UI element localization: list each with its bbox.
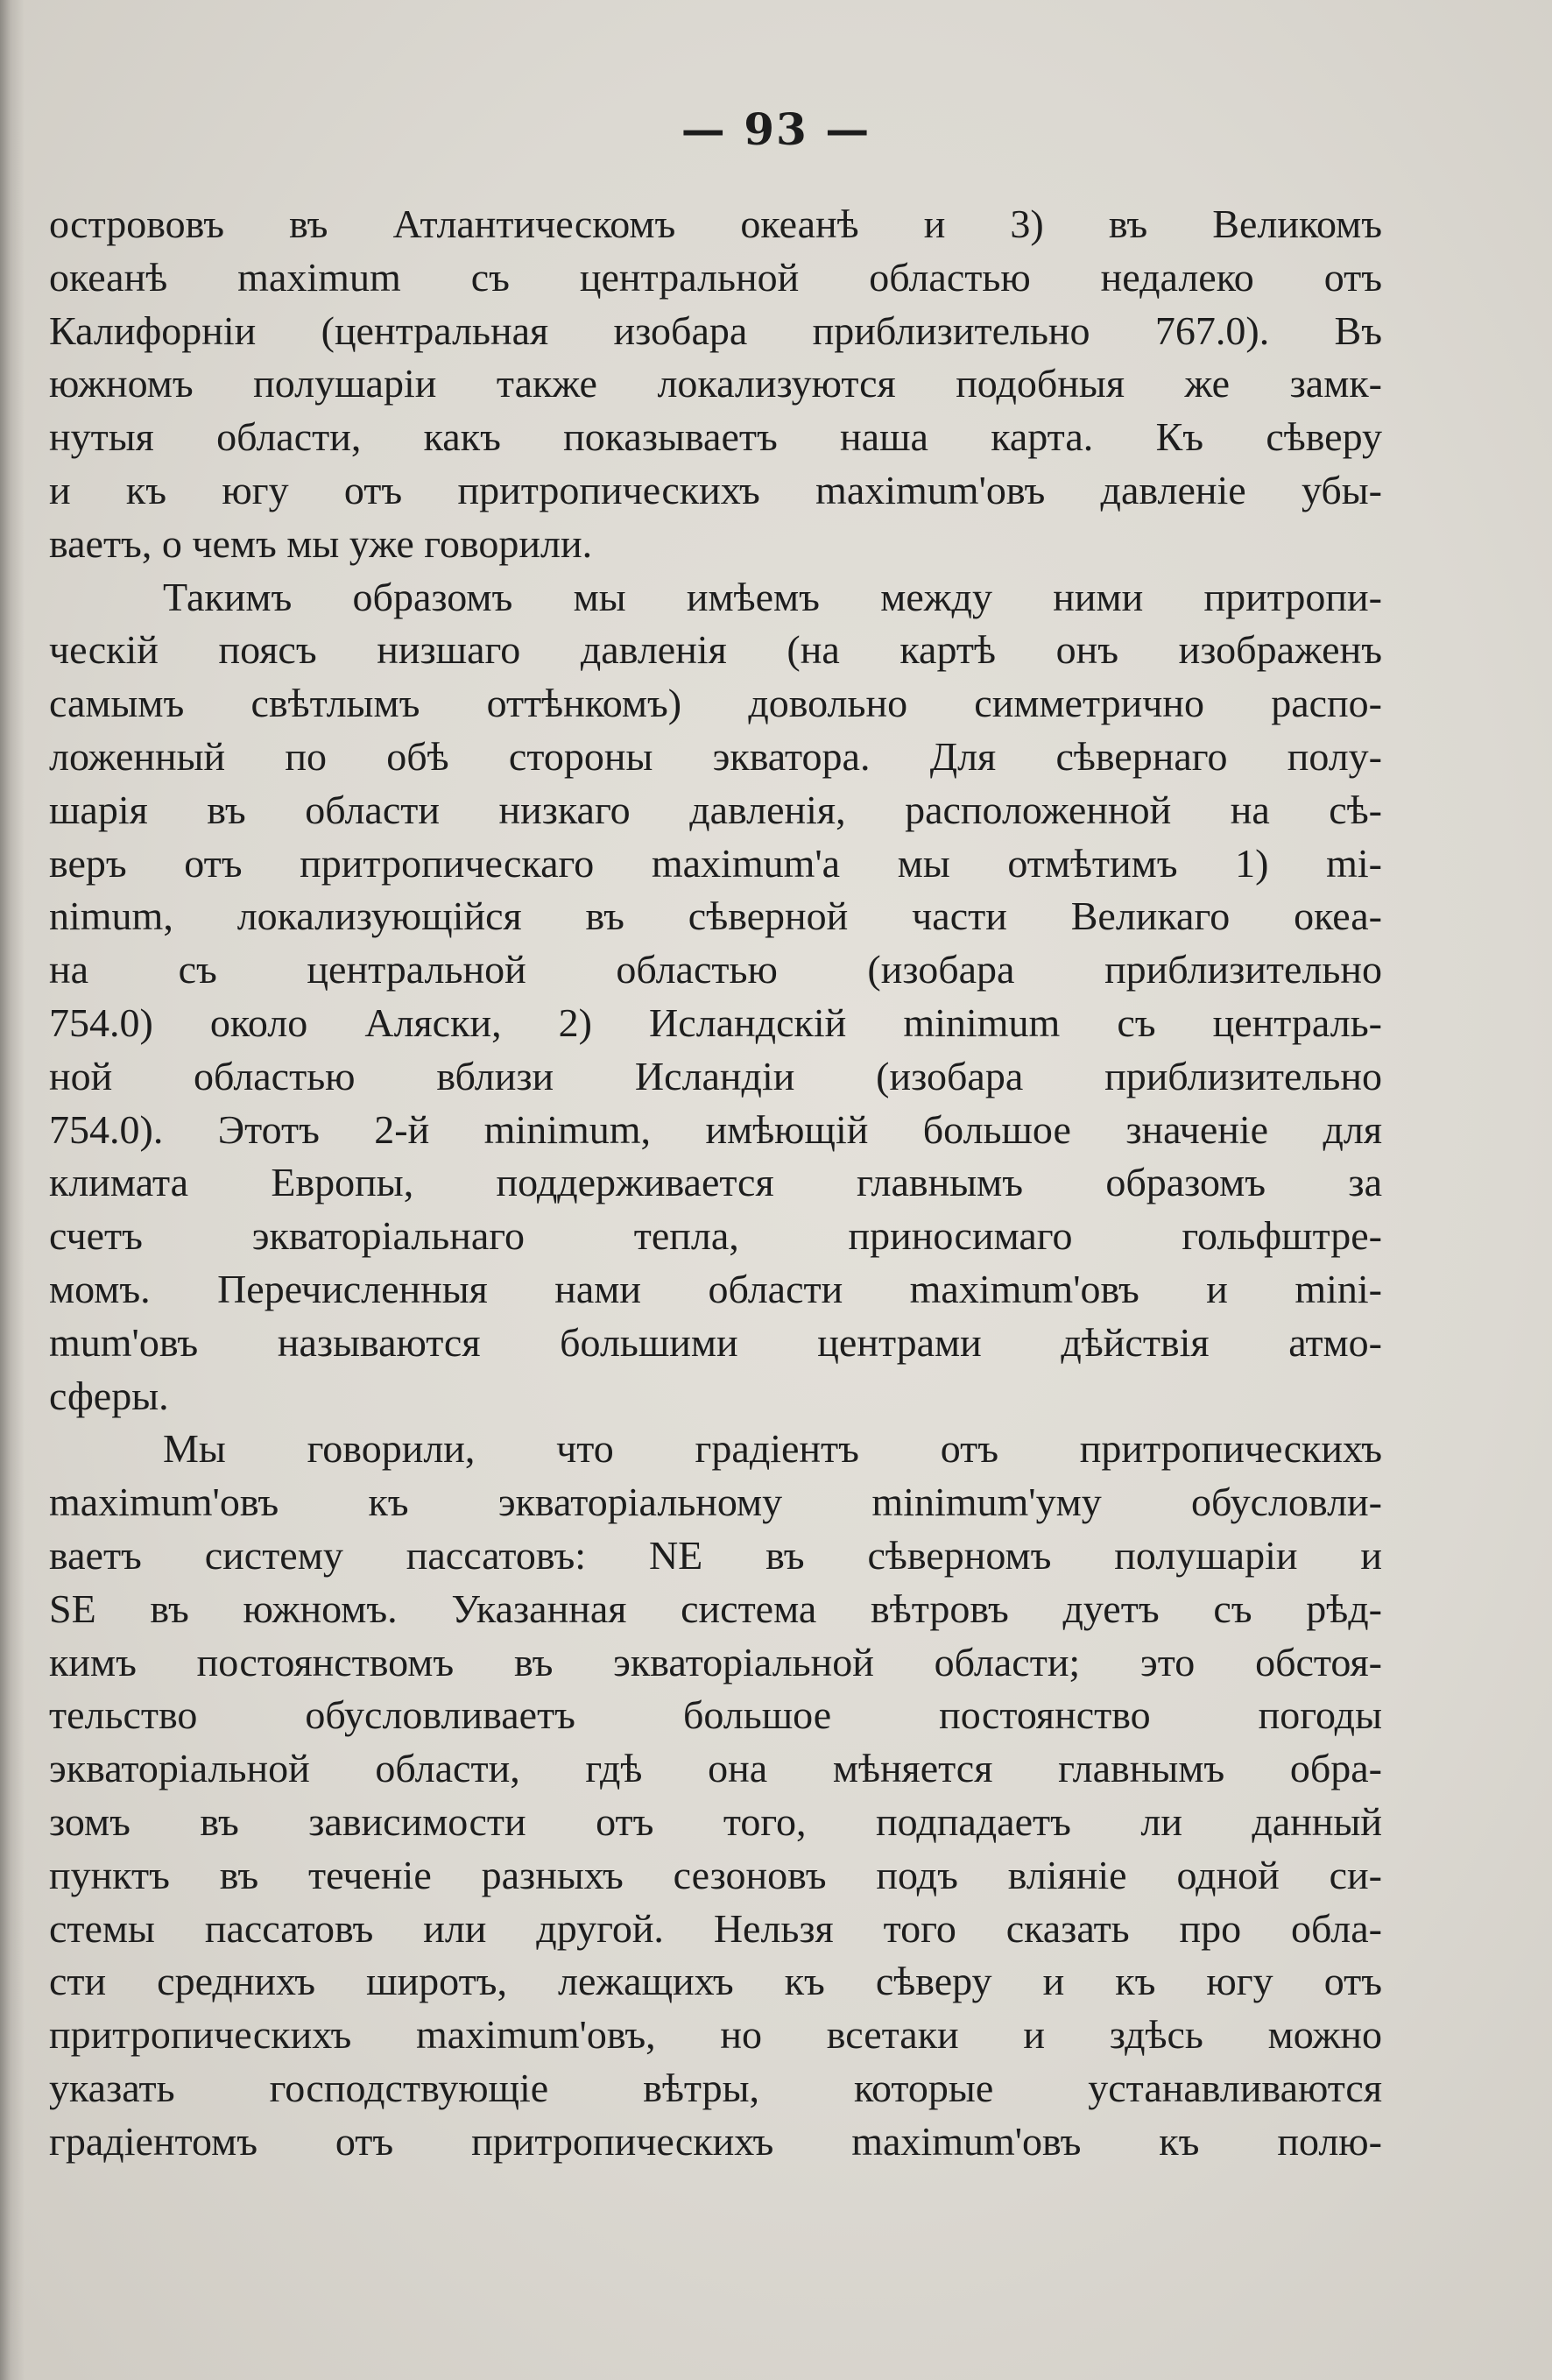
text-line: Такимъ образомъ мы имѣемъ между ними притропи-: [163, 574, 1382, 619]
text-line: ческій поясъ низшаго давленія (на картѣ онъ изображенъ: [49, 627, 1382, 673]
text-line: указать господствующіе вѣтры, которые устанавливаются: [49, 2065, 1382, 2110]
text-line: тельство обусловливаетъ большое постоянство погоды: [49, 1692, 1382, 1738]
text-line: счетъ экваторіальнаго тепла, приносимаго гольфштре-: [49, 1213, 1382, 1259]
text-line: Мы говорили, что градіентъ отъ притропическихъ: [163, 1426, 1382, 1472]
text-line: Калифорніи (центральная изобара приблизительно 767.0). Въ: [49, 307, 1382, 353]
text-line: 754.0). Этотъ 2-й minimum, имѣющій большое значеніе для: [49, 1106, 1382, 1152]
text-line: градіентомъ отъ притропическихъ maximum'овъ къ полю-: [49, 2118, 1382, 2164]
text-line: самымъ свѣтлымъ оттѣнкомъ) довольно симметрично распо-: [49, 681, 1382, 726]
text-line: зомъ въ зависимости отъ того, подпадаетъ ли данный: [49, 1798, 1382, 1844]
text-line: стемы пассатовъ или другой. Нельзя того сказать про обла-: [49, 1905, 1382, 1951]
body-text: [49, 198, 1382, 2168]
text-line: момъ. Перечисленныя нами области maximum'овъ и mini-: [49, 1266, 1382, 1311]
page-edge-shadow: [0, 0, 25, 2380]
text-line: веръ отъ притропическаго maximum'a мы отмѣтимъ 1) mi-: [49, 840, 1382, 886]
text-line: ваетъ, о чемъ мы уже говорили.: [49, 520, 593, 566]
text-line: океанѣ maximum съ центральной областью недалеко отъ: [49, 254, 1382, 300]
text-line: сферы.: [49, 1373, 169, 1418]
text-line: ложенный по обѣ стороны экватора. Для сѣвернаго полу-: [49, 733, 1382, 779]
page-number: — 93 —: [681, 103, 871, 155]
text-line: пунктъ въ теченіе разныхъ сезоновъ подъ вліяніе одной си-: [49, 1852, 1382, 1897]
text-line: экваторіальной области, гдѣ она мѣняется главнымъ обра-: [49, 1746, 1382, 1791]
text-line: нутыя области, какъ показываетъ наша карта. Къ сѣверу: [49, 414, 1382, 460]
text-line: SE въ южномъ. Указанная система вѣтровъ дуетъ съ рѣд-: [49, 1585, 1382, 1631]
text-line: сти среднихъ широтъ, лежащихъ къ сѣверу и къ югу отъ: [49, 1959, 1382, 2004]
text-line: острововъ въ Атлантическомъ океанѣ и 3) въ Великомъ: [49, 201, 1382, 246]
text-line: притропическихъ maximum'овъ, но всетаки и здѣсь можно: [49, 2012, 1382, 2058]
text-line: ной областью вблизи Исландіи (изобара приблизительно: [49, 1053, 1382, 1098]
text-line: nimum, локализующійся въ сѣверной части Великаго океа-: [49, 893, 1382, 939]
text-line: maximum'овъ къ экваторіальному minimum'yму обусловли-: [49, 1480, 1382, 1525]
text-line: ваетъ систему пассатовъ: NE въ сѣверномъ полушаріи и: [49, 1532, 1382, 1578]
text-line: кимъ постоянствомъ въ экваторіальной области; это обстоя-: [49, 1639, 1382, 1684]
text-line: шарія въ области низкаго давленія, расположенной на сѣ-: [49, 787, 1382, 832]
text-line: на съ центральной областью (изобара приблизительно: [49, 947, 1382, 992]
text-line: климата Европы, поддерживается главнымъ образомъ за: [49, 1160, 1382, 1205]
text-line: и къ югу отъ притропическихъ maximum'овъ давленіе убы-: [49, 467, 1382, 512]
text-line: mum'овъ называются большими центрами дѣйствія атмо-: [49, 1319, 1382, 1365]
text-line: 754.0) около Аляски, 2) Исландскій minimum съ централь-: [49, 999, 1382, 1045]
text-line: южномъ полушаріи также локализуются подобныя же замк-: [49, 361, 1382, 406]
